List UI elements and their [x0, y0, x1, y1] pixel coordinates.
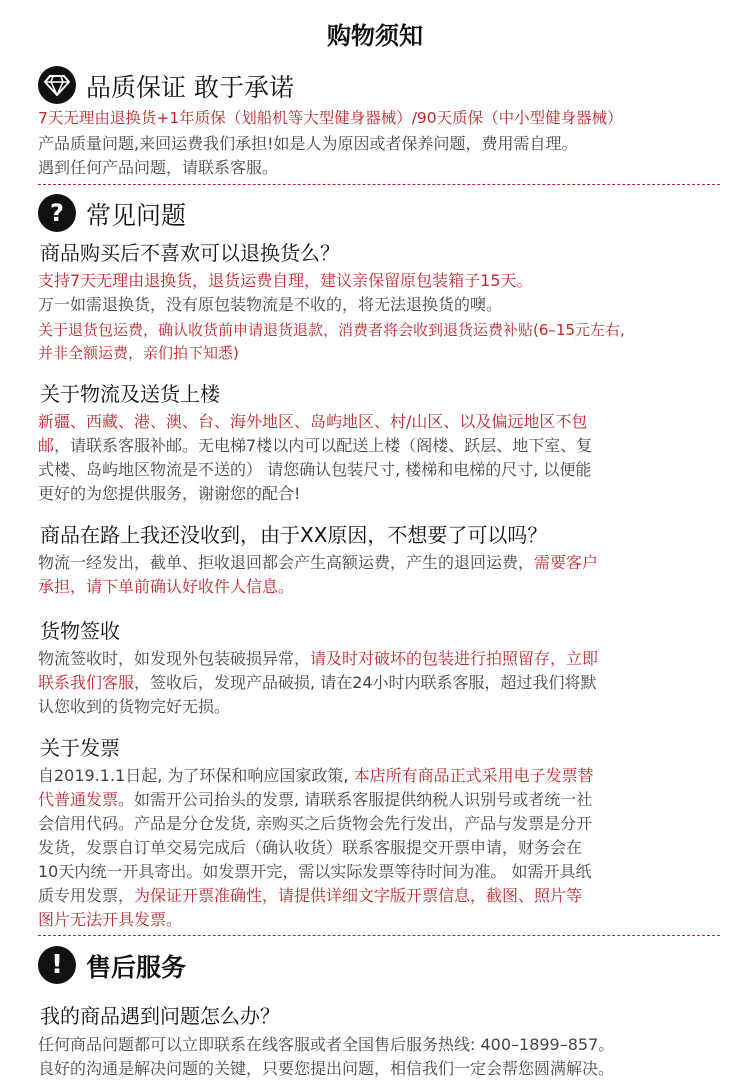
invoice-line-2: 代普通发票。如需开公司抬头的发票, 请联系客服提供纳税人识别号或者统一社: [38, 790, 593, 809]
invoice-line-6: 质专用发票，为保证开票准确性，请提供详细文字版开票信息，截图、照片等: [38, 886, 583, 905]
delivery-line-4: 更好的为您提供服务，谢谢您的配合!: [38, 484, 301, 503]
quality-line-2: 产品质量问题,来回运费我们承担!如是人为原因或者保养问题，费用需自理。: [38, 134, 578, 153]
invoice-line-5: 10天内统一开具寄出。如发票开完，需以实际发票等待时间为准。 如需开具纸: [38, 862, 592, 881]
page-title: 购物须知: [327, 22, 423, 50]
receipt-line-3: 认您收到的货物完好无损。: [38, 697, 231, 716]
invoice-line-3: 会信用代码。产品是分仓发货, 亲购买之后货物会先行发出，产品与发票是分开: [38, 814, 593, 833]
faq-question-cancel: 商品在路上我还没收到，由于XX原因，不想要了可以吗？: [40, 523, 548, 547]
faq-heading: 常见问题: [86, 201, 187, 230]
faq-question-delivery: 关于物流及送货上楼: [40, 382, 220, 406]
receipt-line-2: 联系我们客服，签收后，发现产品破损, 请在24小时内联系客服，超过我们将默: [38, 673, 597, 692]
faq-question-invoice: 关于发票: [40, 736, 120, 760]
cancel-line-2: 承担，请下单前确认好收件人信息。: [38, 577, 295, 596]
divider: [38, 935, 720, 936]
delivery-line-1: 新疆、西藏、港、澳、台、海外地区、岛屿地区、村/山区、以及偏远地区不包: [38, 412, 588, 431]
receipt-line-1: 物流签收时，如发现外包装破损异常，请及时对破坏的包装进行拍照留存，立即: [38, 649, 599, 668]
question-icon: ?: [38, 194, 76, 232]
returns-line-4: 并非全额运费，亲们拍下知悉): [38, 344, 239, 362]
invoice-line-7: 图片无法开具发票。: [38, 910, 183, 929]
faq-question-returns: 商品购买后不喜欢可以退换货么？: [40, 241, 340, 265]
after-sales-question: 我的商品遇到问题怎么办？: [40, 1004, 280, 1028]
after-sales-line-1: 任何商品问题都可以立即联系在线客服或者全国售后服务热线: 400–1899–857。: [38, 1035, 615, 1054]
divider: [38, 184, 720, 185]
returns-line-1: 支持7天无理由退换货，退货运费自理，建议亲保留原包装箱子15天。: [38, 271, 533, 290]
faq-question-receipt: 货物签收: [40, 619, 120, 643]
delivery-line-2: 邮，请联系客服补邮。无电梯7楼以内可以配送上楼（阁楼、跃层、地下室、复: [38, 436, 593, 455]
exclamation-icon: !: [38, 946, 76, 984]
cancel-line-1: 物流一经发出，截单、拒收退回都会产生高额运费，产生的退回运费，需要客户: [38, 553, 599, 572]
invoice-line-1: 自2019.1.1日起, 为了环保和响应国家政策, 本店所有商品正式采用电子发票替: [38, 766, 594, 785]
after-sales-line-2: 良好的沟通是解决问题的关键，只要您提出问题，相信我们一定会帮您圆满解决。: [38, 1059, 615, 1078]
after-sales-heading: 售后服务: [86, 953, 187, 982]
quality-heading: 品质保证 敢于承诺: [86, 73, 294, 102]
delivery-line-3: 式楼、岛屿地区物流是不送的） 请您确认包装尺寸, 楼梯和电梯的尺寸, 以便能: [38, 460, 592, 479]
quality-line-1: 7天无理由退换货+1年质保（划船机等大型健身器械）/90天质保（中小型健身器械）: [38, 109, 623, 127]
returns-line-3: 关于退货包运费，确认收货前申请退货退款，消费者将会收到退货运费补贴(6–15元左右,: [38, 321, 625, 339]
quality-line-3: 遇到任何产品问题，请联系客服。: [38, 158, 279, 177]
diamond-icon: [38, 66, 76, 104]
returns-line-2: 万一如需退换货，没有原包装物流是不收的，将无法退换货的噢。: [38, 295, 503, 314]
invoice-line-4: 发货，发票自订单交易完成后（确认收货）联系客服提交开票申请，财务会在: [38, 838, 583, 857]
